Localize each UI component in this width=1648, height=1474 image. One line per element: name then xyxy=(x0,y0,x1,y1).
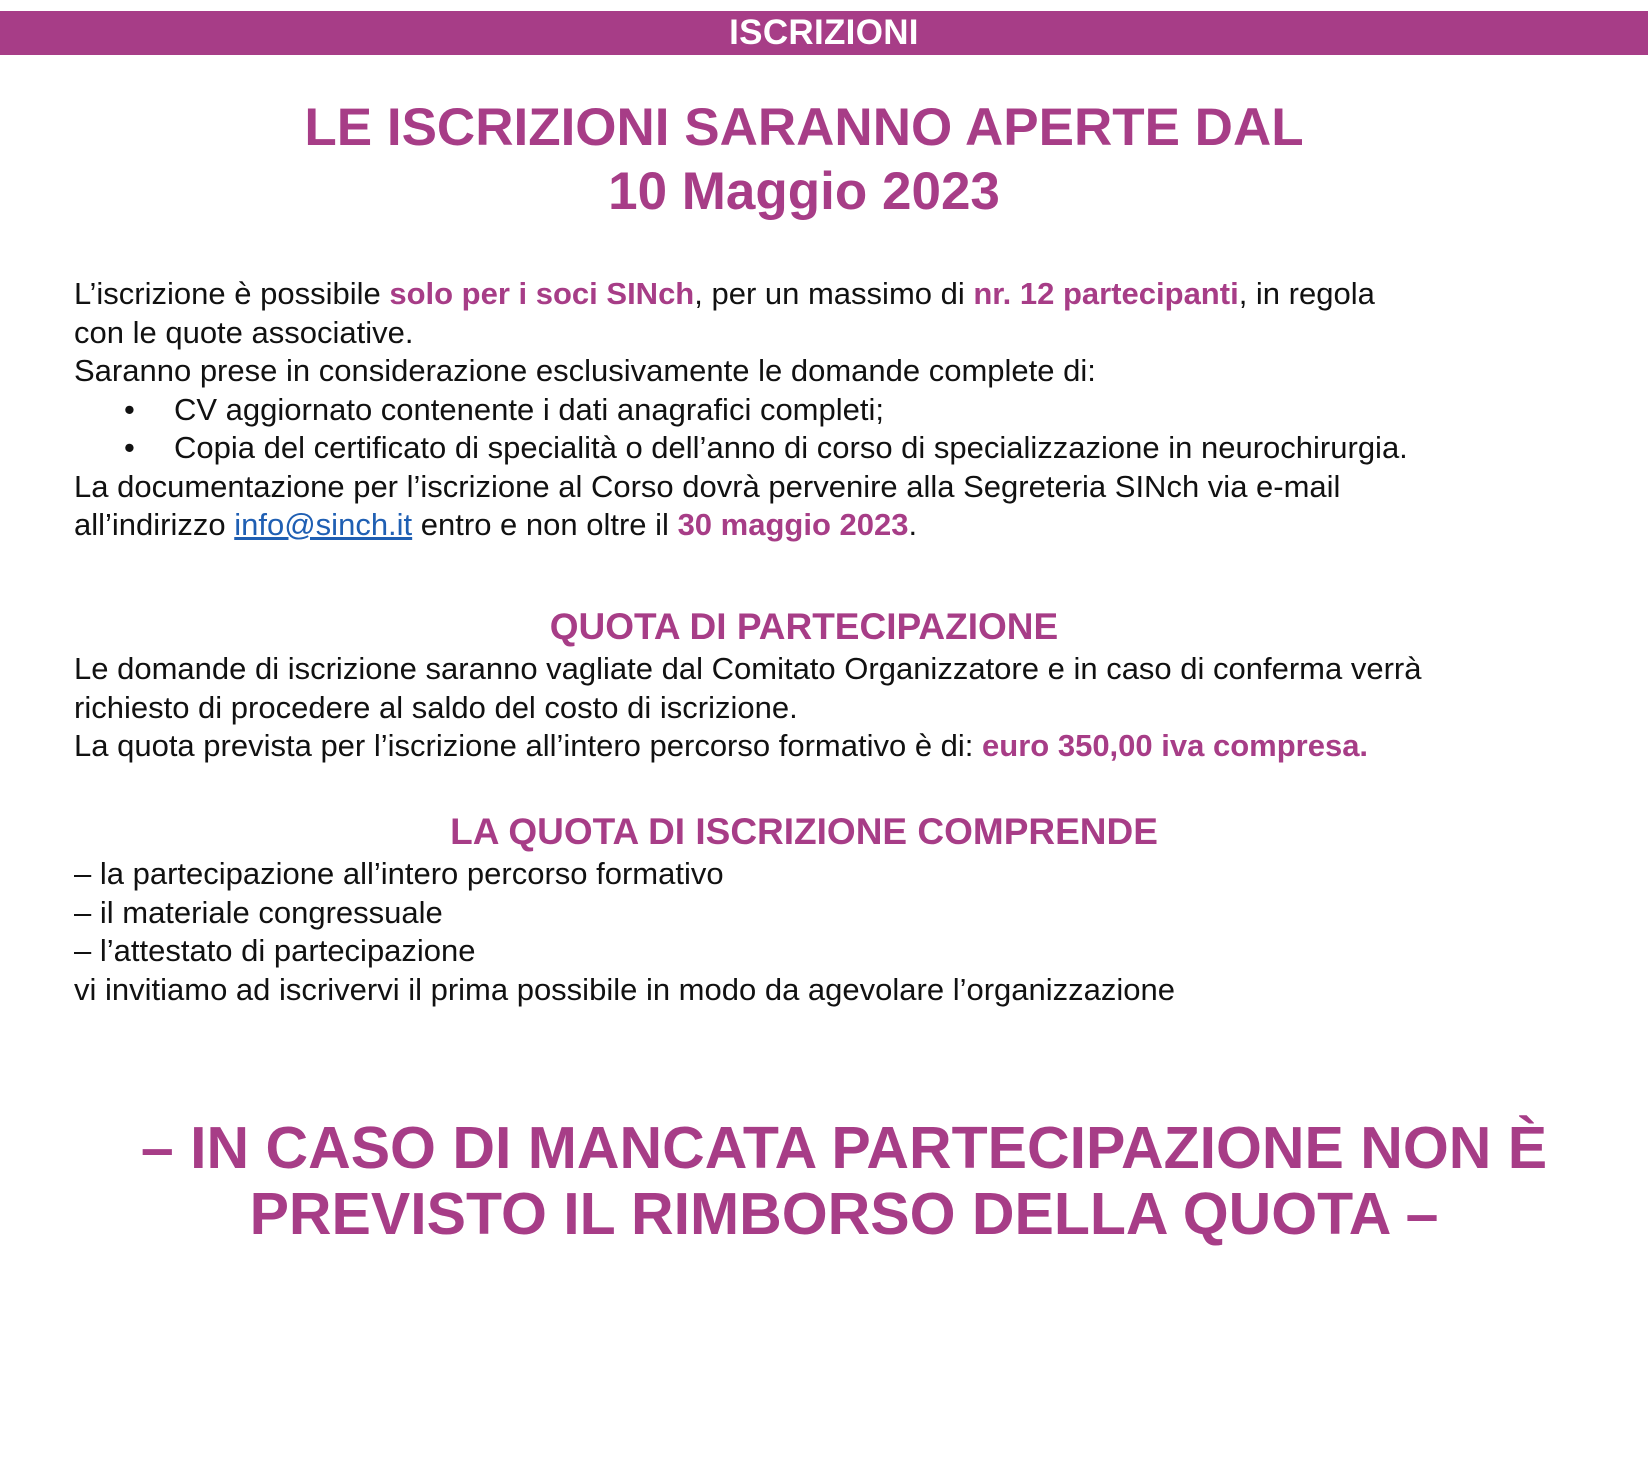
deadline-highlight: 30 maggio 2023 xyxy=(677,507,909,542)
opening-date-headline xyxy=(0,96,1608,224)
submission-text: all’indirizzo xyxy=(74,507,235,542)
fee-section xyxy=(74,650,1574,766)
requirements-list xyxy=(74,391,1574,468)
no-refund-notice xyxy=(0,1115,1648,1247)
fee-amount-highlight: euro 350,00 iva compresa. xyxy=(982,728,1369,763)
bullet-icon: • xyxy=(124,391,135,427)
list-item: – l’attestato di partecipazione xyxy=(74,933,476,968)
eligibility-text: L’iscrizione è possibile xyxy=(74,276,390,311)
no-refund-line-1: – IN CASO DI MANCATA PARTECIPAZIONE NON È xyxy=(140,1115,1548,1181)
email-link[interactable]: info@sinch.it xyxy=(234,507,413,542)
fee-section-title: QUOTA DI PARTECIPAZIONE xyxy=(549,606,1059,647)
requirements-intro: Saranno prese in considerazione esclusivamente le domande complete di: xyxy=(74,353,1096,388)
includes-section xyxy=(74,855,1574,1009)
submission-text-2: entro e non oltre il xyxy=(412,507,678,542)
list-item: – la partecipazione all’intero percorso formativo xyxy=(74,856,724,891)
list-item xyxy=(74,391,1574,430)
header-title: ISCRIZIONI xyxy=(729,13,919,52)
header-banner xyxy=(0,11,1648,55)
list-item xyxy=(74,429,1574,468)
no-refund-line-2: PREVISTO IL RIMBORSO DELLA QUOTA – xyxy=(249,1181,1439,1247)
registration-info xyxy=(74,275,1574,545)
bullet-icon: • xyxy=(124,430,135,465)
fee-amount-label: La quota prevista per l’iscrizione all’intero percorso formativo è di: xyxy=(74,728,983,763)
fee-amount-paragraph xyxy=(74,727,1574,766)
invitation-note: vi invitiamo ad iscrivervi il prima possibile in modo da agevolare l’organizzazione xyxy=(74,971,1175,1007)
headline-line-2: 10 Maggio 2023 xyxy=(608,162,1000,221)
members-only-highlight: solo per i soci SINch xyxy=(389,276,695,311)
submission-period: . xyxy=(908,507,918,542)
includes-section-title: LA QUOTA DI ISCRIZIONE COMPRENDE xyxy=(450,811,1158,852)
submission-paragraph-cont xyxy=(74,506,1574,545)
list-item: – il materiale congressuale xyxy=(74,894,443,930)
eligibility-paragraph xyxy=(74,275,1574,314)
headline-line-1: LE ISCRIZIONI SARANNO APERTE DAL xyxy=(304,98,1304,157)
requirement-certificate: Copia del certificato di specialità o dell’anno di corso di specializzazione in neurochirurgia. xyxy=(174,430,1408,465)
fee-paragraph-cont: richiesto di procedere al saldo del costo di iscrizione. xyxy=(74,689,798,725)
eligibility-paragraph-cont: con le quote associative. xyxy=(74,314,414,350)
submission-paragraph: La documentazione per l’iscrizione al Corso dovrà pervenire alla Segreteria SINch via e-mail xyxy=(74,468,1341,504)
requirement-cv: CV aggiornato contenente i dati anagrafici completi; xyxy=(174,391,884,427)
eligibility-text-2: , per un massimo di xyxy=(694,276,974,311)
fee-paragraph: Le domande di iscrizione saranno vagliate dal Comitato Organizzatore e in caso di conferma verrà xyxy=(74,651,1422,686)
max-participants-highlight: nr. 12 partecipanti xyxy=(973,276,1239,311)
eligibility-text-3: , in regola xyxy=(1238,276,1375,311)
